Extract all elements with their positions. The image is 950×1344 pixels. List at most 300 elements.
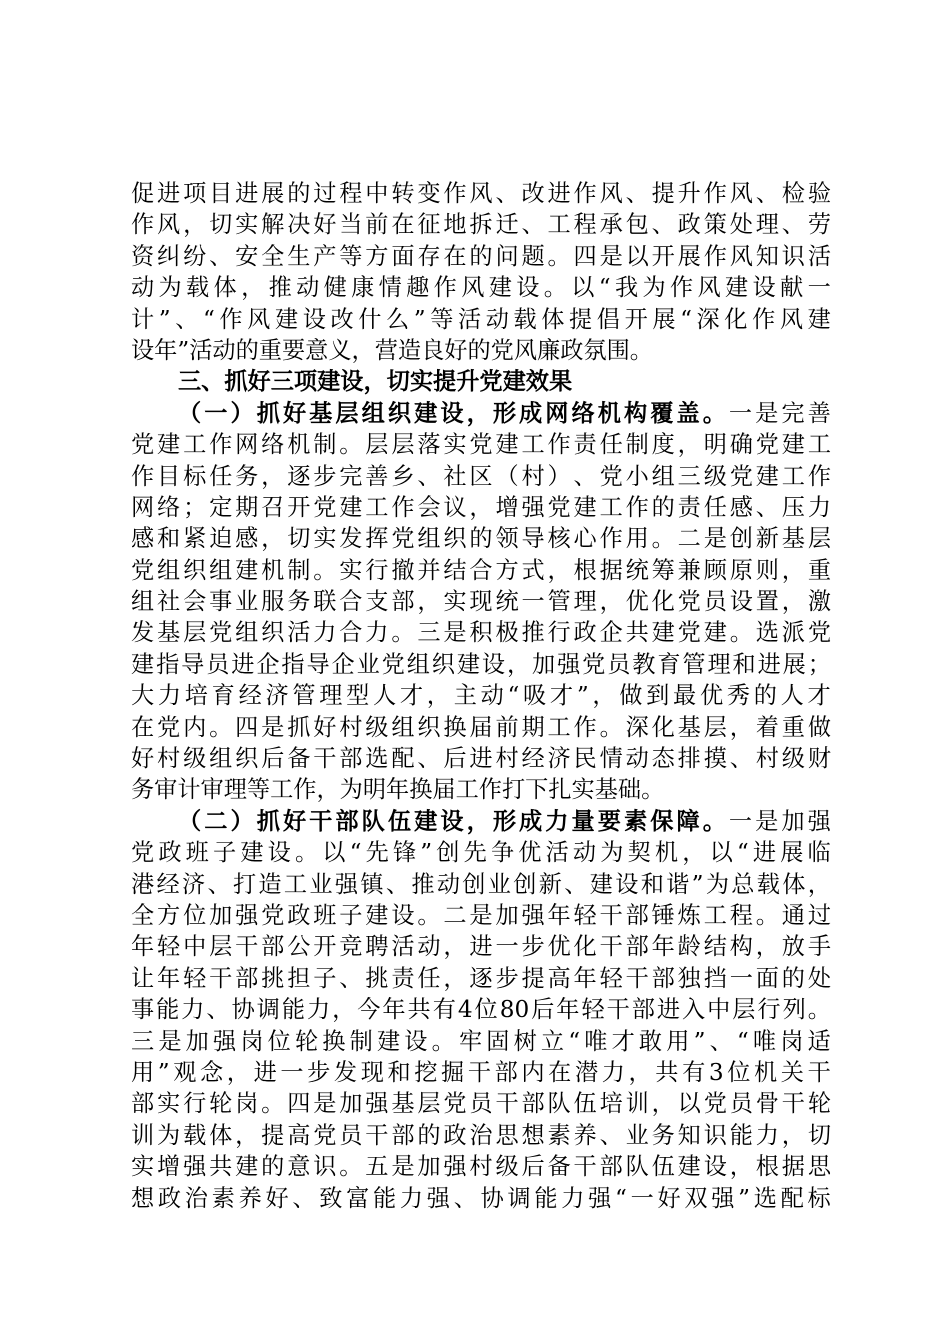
glyph: 龄 [677,933,701,961]
glyph: 程 [573,211,597,239]
glyph: 和 [157,525,181,553]
glyph: 用 [666,1027,690,1055]
glyph: 障 [676,807,700,835]
glyph: 态 [651,745,675,773]
glyph: 子 [212,839,237,867]
text-line [131,900,831,931]
glyph: 力 [561,1184,585,1212]
glyph: 定 [209,493,233,521]
glyph: 步 [495,964,519,992]
glyph: 展 [261,180,285,207]
glyph: 干 [573,1153,597,1181]
glyph: 建 [573,493,597,521]
glyph: 部 [261,933,285,961]
glyph: 选 [753,1184,777,1212]
glyph: 动 [417,933,441,961]
glyph: 期 [235,493,259,521]
glyph: 素 [211,1184,235,1212]
glyph: 作 [131,211,155,239]
glyph: ， [235,1121,259,1149]
text-line [131,178,831,209]
glyph: 。 [209,713,233,741]
glyph: ， [226,1058,250,1086]
glyph: 业 [487,870,511,898]
glyph: 层 [417,1090,441,1118]
text-line [131,492,831,523]
glyph: 确 [729,431,753,459]
text-line [131,461,831,492]
glyph: 适 [807,1027,831,1055]
glyph: 会 [183,588,207,616]
glyph: 织 [417,713,441,741]
glyph: ， [729,713,753,741]
glyph: 为 [705,870,729,898]
glyph: 、 [385,870,410,898]
glyph: 全 [131,901,155,929]
glyph: 兼 [677,556,701,584]
glyph: 潜 [574,1058,599,1086]
glyph: 强 [212,1027,237,1055]
glyph: 载 [513,305,537,333]
glyph: 项 [183,180,207,207]
glyph: 载 [186,274,210,302]
glyph: 竞 [339,933,363,961]
glyph: 好 [265,1184,289,1212]
glyph: 党 [807,619,831,647]
glyph: 。 [651,525,675,553]
glyph: 建 [488,274,512,302]
glyph: 化 [724,305,748,333]
glyph: 是 [755,399,779,427]
glyph: 计 [131,305,155,333]
glyph: 双 [684,1184,708,1212]
glyph: 炼 [677,901,701,929]
glyph: 掘 [441,1058,465,1086]
glyph: 。 [313,556,337,584]
glyph: 干 [235,933,259,961]
glyph: 内 [521,1058,545,1086]
glyph: 有 [682,1058,706,1086]
glyph: 是 [391,1153,415,1181]
glyph: 的 [781,964,805,992]
glyph: 制 [625,431,649,459]
glyph: 干 [313,745,337,773]
glyph: 筹 [651,556,675,584]
glyph: 村 [495,745,519,773]
glyph: 以 [709,839,733,867]
glyph: 展 [677,242,701,270]
glyph: 树 [513,1027,537,1055]
glyph: 位 [474,996,498,1024]
glyph: 干 [781,1090,805,1118]
glyph: 动 [131,274,155,302]
glyph: ， [677,431,701,459]
glyph: 队 [625,1153,649,1181]
glyph: 才 [611,1027,635,1055]
glyph: 部 [391,1121,415,1149]
glyph: 挥 [365,525,389,553]
glyph: ， [417,588,441,616]
glyph: 强 [588,1184,612,1212]
glyph: 康 [351,274,375,302]
glyph: ） [230,807,254,835]
glyph: 配 [391,745,415,773]
glyph: 建 [235,1153,259,1181]
glyph: 、 [729,745,753,773]
glyph: 指 [281,650,305,678]
glyph: 工 [183,431,207,459]
glyph: 一 [728,807,753,835]
text-line [131,1088,831,1119]
glyph: 行 [365,556,389,584]
glyph: ， [466,807,490,835]
text-line [131,617,831,648]
glyph: 想 [131,1184,155,1212]
glyph: 体 [213,274,237,302]
glyph: 进 [469,745,493,773]
glyph: 轻 [157,933,181,961]
glyph: 进 [469,933,493,961]
glyph: ） [230,399,254,427]
glyph: 活 [391,933,415,961]
glyph: 目 [157,462,181,490]
glyph: 4 [457,996,473,1024]
glyph: 做 [619,682,643,710]
glyph: 抓 [256,399,280,427]
glyph: ” [420,839,433,867]
glyph: 体 [541,305,565,333]
glyph: 子 [313,964,337,992]
glyph: 党 [131,839,155,867]
glyph: ， [332,996,356,1024]
glyph: 社 [157,588,181,616]
glyph: 中 [707,996,731,1024]
glyph: 么 [386,305,410,333]
glyph: 年 [556,996,580,1024]
glyph: 提 [569,305,593,333]
glyph: 改 [330,305,354,333]
glyph: 党 [381,650,405,678]
glyph: 是 [158,1027,182,1055]
glyph: ” [158,305,171,333]
glyph: 动 [485,305,509,333]
glyph: 班 [313,901,337,929]
glyph: 以 [322,839,346,867]
glyph: （ [495,462,519,490]
glyph: 方 [495,556,519,584]
glyph: 作 [599,525,623,553]
glyph: 制 [313,431,337,459]
glyph: 风 [779,305,804,333]
glyph: 村 [339,713,363,741]
glyph: 政 [158,839,182,867]
glyph: 新 [755,525,779,553]
glyph: 富 [346,1184,370,1212]
glyph: 络 [157,493,181,521]
glyph: 解 [261,211,285,239]
glyph: 设 [404,1027,428,1055]
glyph: 好 [282,399,307,427]
glyph: 部 [131,1090,155,1118]
glyph: 轮 [294,1027,319,1055]
glyph: 实 [131,1153,155,1181]
glyph: 积 [469,619,493,647]
glyph: 开 [287,493,311,521]
glyph: 知 [755,242,779,270]
glyph: 。 [294,839,319,867]
glyph: 力 [306,996,331,1024]
glyph: 落 [417,431,441,459]
glyph: 建 [456,650,480,678]
glyph: 等 [339,242,363,270]
glyph: 推 [268,274,292,302]
glyph: 面 [391,242,415,270]
glyph: 区 [469,462,493,490]
glyph: “ [736,1027,749,1055]
glyph: 党 [755,431,779,459]
glyph: 加 [781,807,805,835]
glyph: 、 [206,996,230,1024]
glyph: 共 [655,1058,679,1086]
glyph: 、 [417,462,441,490]
glyph: 进 [253,1058,277,1086]
glyph: 承 [599,211,623,239]
glyph: 务 [235,462,259,490]
glyph: 建 [131,650,155,678]
glyph: 形 [492,399,516,427]
glyph: ” [738,1184,751,1212]
glyph: 存 [417,242,441,270]
glyph: 企 [331,650,355,678]
glyph: 程 [339,180,363,207]
glyph: 干 [807,1058,831,1086]
glyph: 领 [495,525,519,553]
glyph: 党 [703,1090,727,1118]
glyph: 制 [287,556,311,584]
glyph: 完 [781,399,805,427]
glyph: 思 [495,1121,519,1149]
glyph: 机 [654,839,679,867]
glyph: 层 [209,933,233,961]
glyph: 征 [417,211,441,239]
glyph: 能 [281,996,306,1024]
glyph: 调 [256,996,280,1024]
glyph: 挑 [365,964,389,992]
glyph: 员 [703,588,727,616]
glyph: 动 [572,839,597,867]
line-text: 设年”活动的重要意义，营造良好的党风廉政氛围。 [131,336,653,364]
glyph: 提 [521,964,545,992]
glyph: 固 [486,1027,510,1055]
glyph: 问 [495,242,519,270]
glyph: 工 [703,901,727,929]
glyph: 实 [157,1090,181,1118]
glyph: （ [178,399,202,427]
glyph: 为 [158,274,182,302]
glyph: 逐 [469,964,493,992]
glyph: 设 [516,274,540,302]
glyph: 作 [573,713,597,741]
glyph: “ [202,305,215,333]
glyph: 生 [287,242,311,270]
glyph: 。 [391,619,415,647]
glyph: 养 [238,1184,262,1212]
glyph: 理 [755,211,779,239]
glyph: 型 [346,682,370,710]
glyph: 在 [548,1058,572,1086]
glyph: 人 [373,682,397,710]
glyph: 的 [469,242,493,270]
glyph: 创 [462,870,486,898]
glyph: 风 [469,180,493,207]
glyph: 标 [807,1184,831,1212]
glyph: 伍 [387,807,412,835]
glyph: ； [807,650,831,678]
glyph: 为 [600,839,624,867]
glyph: 作 [131,462,155,490]
glyph: 变 [417,180,441,207]
glyph: 党 [391,525,415,553]
glyph: 建 [235,556,259,584]
glyph: ， [426,682,450,710]
text-line [131,209,831,240]
glyph: 挑 [261,964,285,992]
glyph: 党 [131,556,155,584]
glyph: 建 [376,1027,401,1055]
glyph: 工 [547,211,571,239]
glyph: 政 [287,901,311,929]
glyph: ， [506,650,531,678]
glyph: 切 [209,211,233,239]
glyph: 济 [265,682,289,710]
glyph: 育 [657,650,681,678]
glyph: 和 [387,1058,411,1086]
glyph: 年 [651,933,675,961]
glyph: 部 [235,964,259,992]
glyph: 轻 [183,964,207,992]
glyph: 化 [573,933,597,961]
glyph: ， [755,933,779,961]
glyph: 层 [183,619,207,647]
glyph: 为 [642,274,666,302]
glyph: 、 [175,305,199,333]
glyph: 党 [443,1090,467,1118]
glyph: 强 [521,901,545,929]
glyph: 岗 [240,1027,264,1055]
glyph: 级 [495,1153,519,1181]
glyph: 好 [282,807,307,835]
glyph: 加 [495,901,519,929]
glyph: 中 [183,933,207,961]
glyph: 极 [495,619,519,647]
glyph: 则 [755,556,779,584]
glyph: “ [615,1184,627,1212]
glyph: 、 [755,493,779,521]
glyph: “ [507,682,520,710]
glyph: 建 [240,839,264,867]
glyph: 关 [780,1058,804,1086]
glyph: 年 [157,964,181,992]
glyph: 工 [599,493,623,521]
glyph: 社 [443,462,467,490]
glyph: 加 [185,1027,209,1055]
glyph: 强 [711,1184,735,1212]
glyph: 促 [131,180,155,207]
glyph: 。 [431,1027,455,1055]
glyph: 现 [360,1058,384,1086]
glyph: 的 [287,180,311,207]
glyph: 业 [356,650,380,678]
glyph: 通 [781,901,805,929]
glyph: 后 [531,996,555,1024]
glyph: 构 [623,399,648,427]
glyph: 新 [538,870,562,898]
glyph: 动 [436,870,460,898]
glyph: 构 [729,933,753,961]
glyph: 基 [677,713,701,741]
glyph: ； [183,493,207,521]
glyph: 设 [267,839,291,867]
glyph: 部 [651,964,675,992]
glyph: 念 [200,1058,224,1086]
glyph: 工 [807,431,831,459]
glyph: 组 [131,588,155,616]
glyph: 盖 [676,399,700,427]
glyph: 根 [573,556,597,584]
glyph: 合 [339,619,363,647]
glyph: 展 [780,839,804,867]
glyph: 理 [319,682,343,710]
glyph: 什 [358,305,382,333]
glyph: 络 [571,399,595,427]
glyph: 保 [650,807,674,835]
glyph: 组 [235,619,259,647]
glyph: 级 [365,713,389,741]
glyph: 治 [469,1121,493,1149]
glyph: 员 [729,1090,753,1118]
glyph: 能 [373,1184,397,1212]
glyph: 员 [339,1121,363,1149]
glyph: 紧 [183,525,207,553]
glyph: 五 [365,1153,389,1181]
glyph: 活 [457,305,482,333]
glyph: 方 [365,242,389,270]
glyph: 建 [725,274,749,302]
glyph: 力 [313,619,337,647]
glyph: ” [413,305,426,333]
glyph: 好 [313,713,337,741]
glyph: 织 [443,525,467,553]
glyph: 优 [518,839,542,867]
glyph: 发 [333,1058,358,1086]
glyph: 在 [391,211,415,239]
glyph: 在 [443,242,467,270]
glyph: 今 [357,996,381,1024]
glyph: 作 [703,180,727,207]
glyph: 部 [599,1153,623,1181]
glyph: 是 [313,1090,337,1118]
glyph: 。 [755,901,779,929]
glyph: 目 [209,180,233,207]
glyph: 政 [573,619,597,647]
glyph: 前 [365,211,389,239]
glyph: 选 [365,745,389,773]
glyph: 心 [573,525,597,553]
glyph: 三 [677,462,701,490]
glyph: 实 [339,556,363,584]
glyph: 动 [480,682,504,710]
glyph: 一 [807,274,831,302]
